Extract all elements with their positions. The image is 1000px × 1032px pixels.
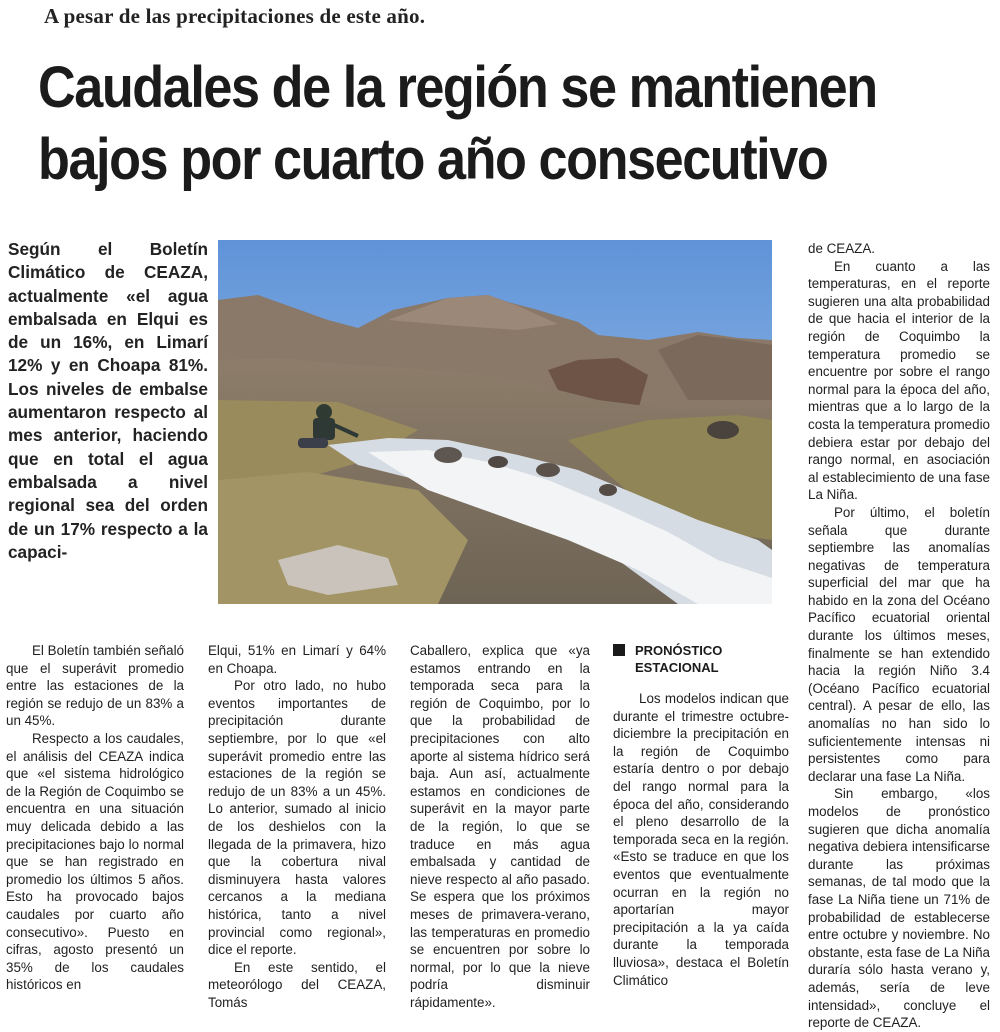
body-paragraph: Por otro lado, no hubo eventos importantes de precipitación durante septiembre, por lo que «el superávit promedio entre las estaciones de la región se redujo de un 83% a un 45%. Lo anterior, sumado al inicio de los deshielos con la llegada de la primavera, hizo que la cobertura nival disminuyera hasta valores cercanos a la mediana histórica, tanto a nivel provincial como regional», dice el reporte. [208,678,386,958]
body-paragraph: Respecto a los caudales, el análisis del CEAZA indica que «el sistema hidrológico de la Región de Coquimbo se encuentra en una situación muy delicada debido a las precipitaciones bajo lo normal que se han registrado en promedio los últimos 5 años. Esto ha provocado bajos caudales por cuarto año consecutivo». Puesto en cifras, agosto presentó un 35% de los caudales históricos en [6,730,184,993]
body-paragraph: Por último, el boletín señala que durante septiembre las anomalías negativas de temperatura superficial del mar que ha habido en la zona del Océano Pacífico ecuatorial oriental durante los últimos meses, finalmente se han extendido hacia la región Niño 3.4 (Océano Pacífico ecuatorial central). A pesar de ello, las anomalías no han sido lo suficientemente intensas ni persistentes como para declarar una fase La Niña. [808,504,990,784]
river-landscape-photo [218,240,772,604]
body-paragraph: El Boletín también señaló que el superávit promedio entre las estaciones de la región se redujo de un 83% a un 45%. [6,643,184,729]
body-paragraph: Sin embargo, «los modelos de pronóstico sugieren que dicha anomalía negativa debiera intensificarse durante las próximas semanas, de tal modo que la fase La Niña tiene un 71% de probabilidad de establecerse entre octubre y noviembre. No obstante, esta fase de La Niña duraría sólo hasta verano y, además, sería de leve intensidad», concluye el reporte de CEAZA. [808,786,990,1031]
article-column-1 [6,642,184,994]
article-column-3 [410,642,590,1011]
body-paragraph: Los modelos indican que durante el trimestre octubre-diciembre la precipitación en la región de Coquimbo estaría dentro o por debajo del rango normal para la época del año, considerando el pleno desarrollo de la temporada seca en la región. «Esto se traduce en que los eventos que eventualmente ocurran en la región no aportarían mayor precipitación a la ya caída durante la temporada lluviosa», destaca el Boletín Climático [613,691,789,988]
body-paragraph: En cuanto a las temperaturas, en el reporte sugieren una alta probabilidad de que hacia el interior de la región de Coquimbo la temperatura promedio se encuentre por sobre el rango normal para la época del año, mientras que a lo largo de la costa la temperatura promedio debiera estar por debajo del rango normal, en asociación al establecimiento de una fase La Niña. [808,258,990,503]
lead-paragraph: Según el Boletín Climático de CEAZA, actualmente «el agua embalsada en Elqui es de un 16%, en Limarí 12% y en Choapa 81%. Los niveles de embalse aumentaron respecto al mes anterior, haciendo que en total el agua embalsada a nivel regional sea del orden de un 17% respecto a la capaci- [8,239,208,562]
square-bullet-icon [613,644,625,656]
headline: Caudales de la región se mantienen bajos por cuarto año consecutivo [38,55,877,192]
photo-illustration [218,240,772,604]
article-column-4 [613,642,789,989]
subhead-label: PRONÓSTICO ESTACIONAL [635,643,723,675]
body-paragraph: En este sentido, el meteorólogo del CEAZA, Tomás [208,959,386,1010]
section-subhead [613,642,789,676]
article-column-5 [808,240,990,1032]
body-paragraph: Elqui, 51% en Limarí y 64% en Choapa. [208,643,386,676]
kicker: A pesar de las precipitaciones de este año. [44,4,426,28]
article-column-2 [208,642,386,1011]
body-paragraph: Caballero, explica que «ya estamos entrando en la temporada seca para la región de Coquimbo, por lo que la probabilidad de precipitaciones con alto aporte al sistema hídrico será baja. Aun así, actualmente estamos en condiciones de superávit en la mayor parte de la región, lo que se traduce en más agua embalsada y cantidad de nieve respecto al año pasado. Se espera que los próximos meses de primavera-verano, las temperaturas en promedio se encuentren por sobre lo normal, por lo que la nieve podría disminuir rápidamente». [410,643,590,1010]
body-paragraph: de CEAZA. [808,241,875,256]
